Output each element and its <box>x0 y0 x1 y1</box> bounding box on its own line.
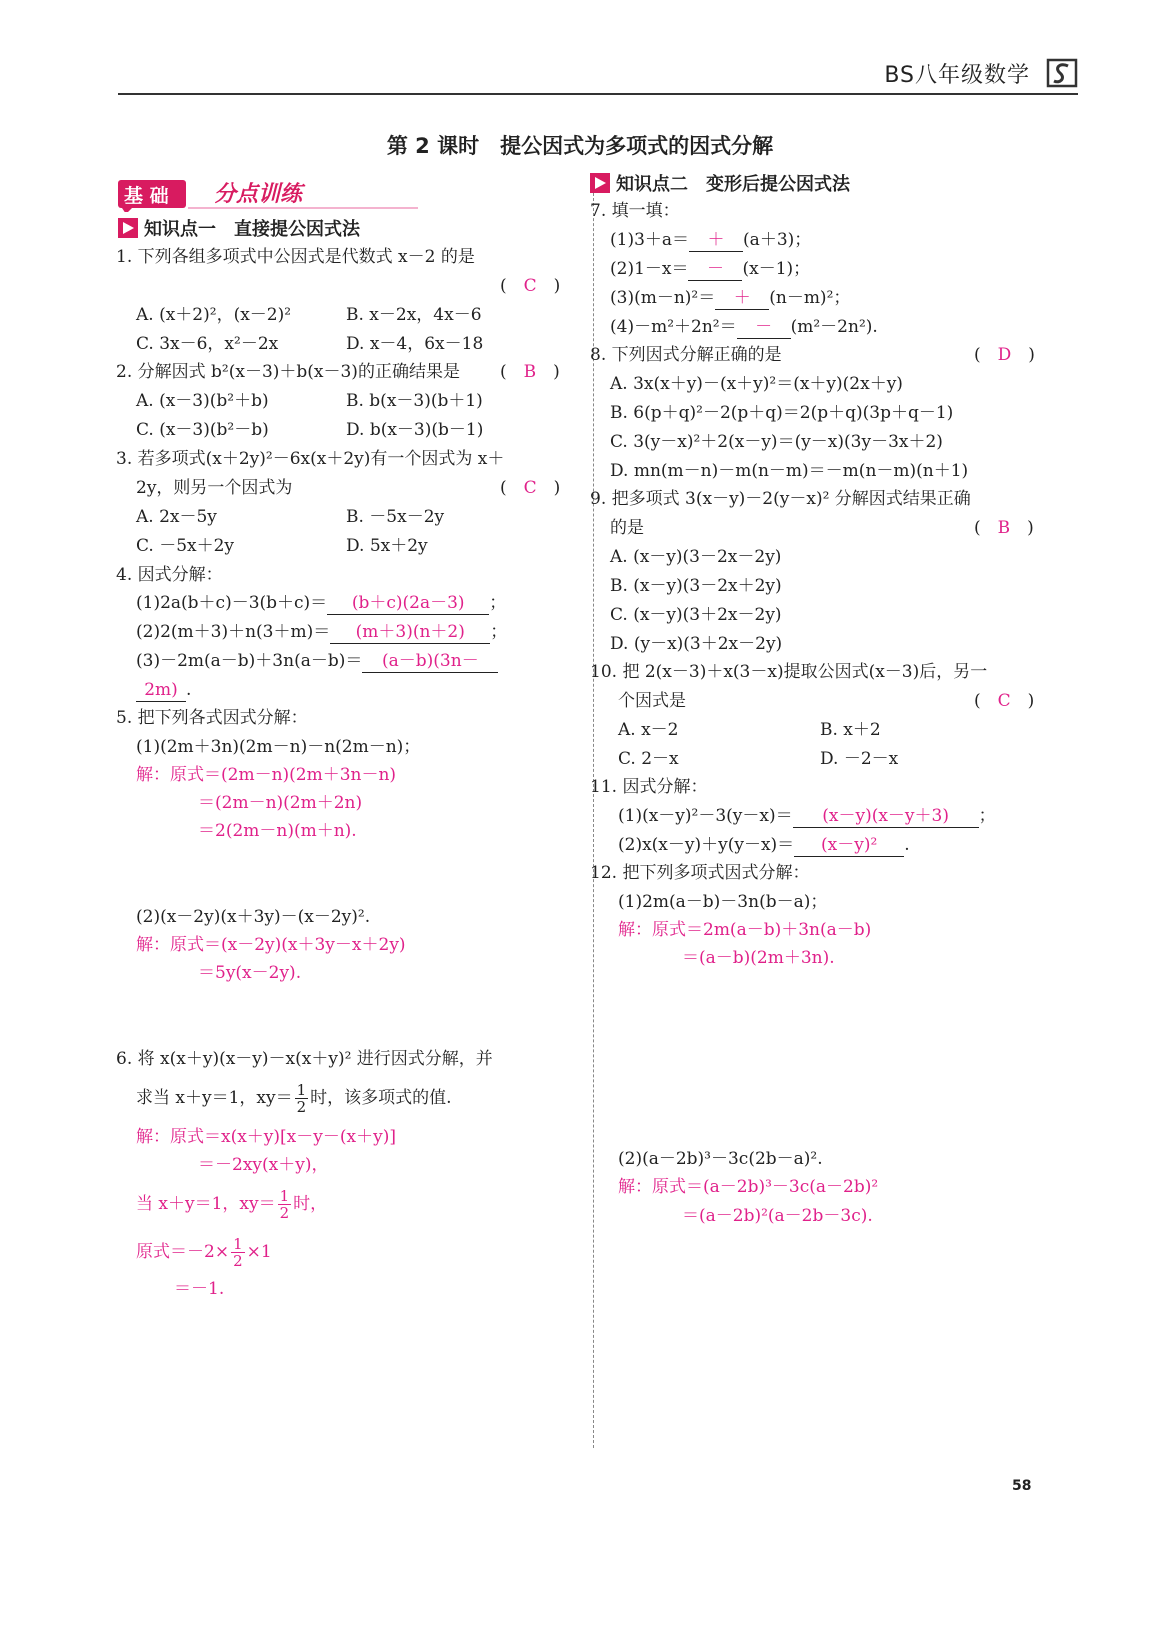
q3-option-d: D. 5x＋2y <box>346 536 428 556</box>
fraction-half: $\frac{1}{2}$ <box>233 1235 243 1270</box>
q8-answer: ( D ) <box>974 345 1035 365</box>
play-triangle-icon <box>590 173 610 193</box>
knowledge-point-1: 知识点一 直接提公因式法 <box>118 215 360 241</box>
q1-answer: ( C ) <box>500 276 561 296</box>
q10-option-a: A. x－2 <box>618 720 679 740</box>
q5-part-2: (2)(x－2y)(x＋3y)－(x－2y)². <box>136 907 371 927</box>
q9-stem-1: 9. 把多项式 3(x－y)－2(y－x)² 分解因式结果正确 <box>590 489 971 509</box>
q3-option-b: B. －5x－2y <box>346 507 445 527</box>
q1-option-a: A. (x＋2)²，(x－2)² <box>136 305 292 325</box>
q12-solution-2b: ＝(a－2b)²(a－2b－3c). <box>682 1206 873 1226</box>
q6-solution-2: ＝－2xy(x＋y)， <box>198 1155 329 1175</box>
q4-part-3-cont: 2m) . <box>136 679 191 702</box>
banner-training-label: 分点训练 <box>214 182 303 207</box>
q3-answer: ( C ) <box>500 478 561 498</box>
q7-stem: 7. 填一填： <box>590 201 680 221</box>
q9-answer: ( B ) <box>974 518 1034 538</box>
q2-option-c: C. (x－3)(b²－b) <box>136 420 269 440</box>
publisher-logo-icon <box>1046 56 1078 92</box>
q2-option-b: B. b(x－3)(b＋1) <box>346 391 483 411</box>
q4-stem: 4. 因式分解： <box>116 565 223 585</box>
q6-stem-1: 6. 将 x(x＋y)(x－y)－x(x＋y)² 进行因式分解，并 <box>116 1049 493 1069</box>
q9-stem-2: 的是 <box>610 518 644 538</box>
q12-solution-1a: 解：原式＝2m(a－b)＋3n(a－b) <box>618 920 872 940</box>
q8-stem: 8. 下列因式分解正确的是 <box>590 345 782 365</box>
header-rule <box>118 93 1078 95</box>
q10-stem-1: 10. 把 2(x－3)＋x(3－x)提取公因式(x－3)后，另一 <box>590 662 988 682</box>
q8-option-a: A. 3x(x＋y)－(x＋y)²＝(x＋y)(2x＋y) <box>610 374 903 394</box>
q1-option-d: D. x－4，6x－18 <box>346 334 484 354</box>
book-title: BS八年级数学 <box>884 63 1030 88</box>
q6-solution-3: 当 x＋y＝1，xy＝ $\frac{1}{2}$ 时， <box>136 1187 328 1222</box>
q10-option-c: C. 2－x <box>618 749 679 769</box>
q5-solution-1b: ＝(2m－n)(2m＋2n) <box>198 793 363 813</box>
q5-solution-1c: ＝2(2m－n)(m＋n). <box>198 821 357 841</box>
q10-answer: ( C ) <box>974 691 1035 711</box>
q5-stem: 5. 把下列各式因式分解： <box>116 708 308 728</box>
q8-option-b: B. 6(p＋q)²－2(p＋q)＝2(p＋q)(3p＋q－1) <box>610 403 954 423</box>
q4-part-3: (3)－2m(a－b)＋3n(a－b)＝ (a－b)(3n－ <box>136 650 498 673</box>
q4-part-2: (2)2(m＋3)＋n(3＋m)＝ (m＋3)(n＋2) ； <box>136 622 508 642</box>
q2-option-a: A. (x－3)(b²＋b) <box>136 391 269 411</box>
lesson-title: 第 2 课时 提公因式为多项式的因式分解 <box>386 134 774 158</box>
q3-option-a: A. 2x－5y <box>136 507 217 527</box>
q5-solution-1a: 解：原式＝(2m－n)(2m＋3n－n) <box>136 765 397 785</box>
q2-option-d: D. b(x－3)(b－1) <box>346 420 484 440</box>
q3-stem-1: 3. 若多项式(x＋2y)²－6x(x＋2y)有一个因式为 x＋ <box>116 449 505 469</box>
q9-option-a: A. (x－y)(3－2x－2y) <box>610 547 782 567</box>
q12-stem: 12. 把下列多项式因式分解： <box>590 863 810 883</box>
q9-option-c: C. (x－y)(3＋2x－2y) <box>610 605 782 625</box>
fraction-half: $\frac{1}{2}$ <box>279 1187 290 1222</box>
q7-part-4: (4)－m²＋2n²＝ － (m²－2n²). <box>610 317 878 337</box>
page-number: 58 <box>1012 1478 1032 1494</box>
q7-part-3: (3)(m－n)²＝ ＋ (n－m)²； <box>610 288 851 308</box>
q7-part-2: (2)1－x＝ － (x－1)； <box>610 259 811 279</box>
q2-answer: ( B ) <box>500 362 560 382</box>
q7-part-1: (1)3＋a＝ ＋ (a＋3)； <box>610 230 812 250</box>
q12-part-1: (1)2m(a－b)－3n(b－a)； <box>618 892 828 912</box>
q10-stem-2: 个因式是 <box>618 691 686 711</box>
q4-part-1: (1)2a(b＋c)－3(b＋c)＝ (b＋c)(2a－3) ； <box>136 593 507 613</box>
q5-solution-2a: 解：原式＝(x－2y)(x＋3y－x＋2y) <box>136 935 406 955</box>
q5-solution-2b: ＝5y(x－2y). <box>198 963 302 983</box>
fraction-half: $\frac{1}{2}$ <box>296 1081 307 1116</box>
q8-option-c: C. 3(y－x)²＋2(x－y)＝(y－x)(3y－3x＋2) <box>610 432 943 452</box>
q9-option-b: B. (x－y)(3－2x＋2y) <box>610 576 782 596</box>
q10-option-d: D. －2－x <box>820 749 899 769</box>
q12-solution-1b: ＝(a－b)(2m＋3n). <box>682 948 835 968</box>
play-triangle-icon <box>118 218 138 238</box>
q12-solution-2a: 解：原式＝(a－2b)³－3c(a－2b)² <box>618 1177 879 1197</box>
q6-stem-2: 求当 x＋y＝1，xy＝ $\frac{1}{2}$ 时，该多项式的值. <box>136 1081 452 1116</box>
q9-option-d: D. (y－x)(3＋2x－2y) <box>610 634 783 654</box>
q11-part-1: (1)(x－y)²－3(y－x)＝ (x－y)(x－y＋3) ； <box>618 806 996 826</box>
q12-part-2: (2)(a－2b)³－3c(2b－a)². <box>618 1149 823 1169</box>
q3-stem-2: 2y，则另一个因式为 <box>136 478 293 498</box>
q6-solution-4: 原式＝－2× $\frac{1}{2}$ ×1 <box>136 1235 272 1270</box>
knowledge-point-2: 知识点二 变形后提公因式法 <box>590 170 850 196</box>
q8-option-d: D. mn(m－n)－m(n－m)＝－m(n－m)(n＋1) <box>610 461 969 481</box>
q3-option-c: C. －5x＋2y <box>136 536 235 556</box>
q1-option-c: C. 3x－6，x²－2x <box>136 334 279 354</box>
banner-basic-label: 基 础 <box>124 185 169 207</box>
column-divider <box>593 178 594 1448</box>
q11-stem: 11. 因式分解： <box>590 777 708 797</box>
q1-option-b: B. x－2x，4x－6 <box>346 305 482 325</box>
q10-option-b: B. x＋2 <box>820 720 881 740</box>
q1-stem: 1. 下列各组多项式中公因式是代数式 x－2 的是 <box>116 247 475 267</box>
q2-stem: 2. 分解因式 b²(x－3)＋b(x－3)的正确结果是 <box>116 362 460 382</box>
q5-part-1: (1)(2m＋3n)(2m－n)－n(2m－n)； <box>136 737 421 757</box>
q6-solution-5: ＝－1. <box>174 1279 225 1299</box>
q6-solution-1: 解：原式＝x(x＋y)[x－y－(x＋y)] <box>136 1127 396 1147</box>
q11-part-2: (2)x(x－y)＋y(y－x)＝ (x－y)² . <box>618 835 910 855</box>
